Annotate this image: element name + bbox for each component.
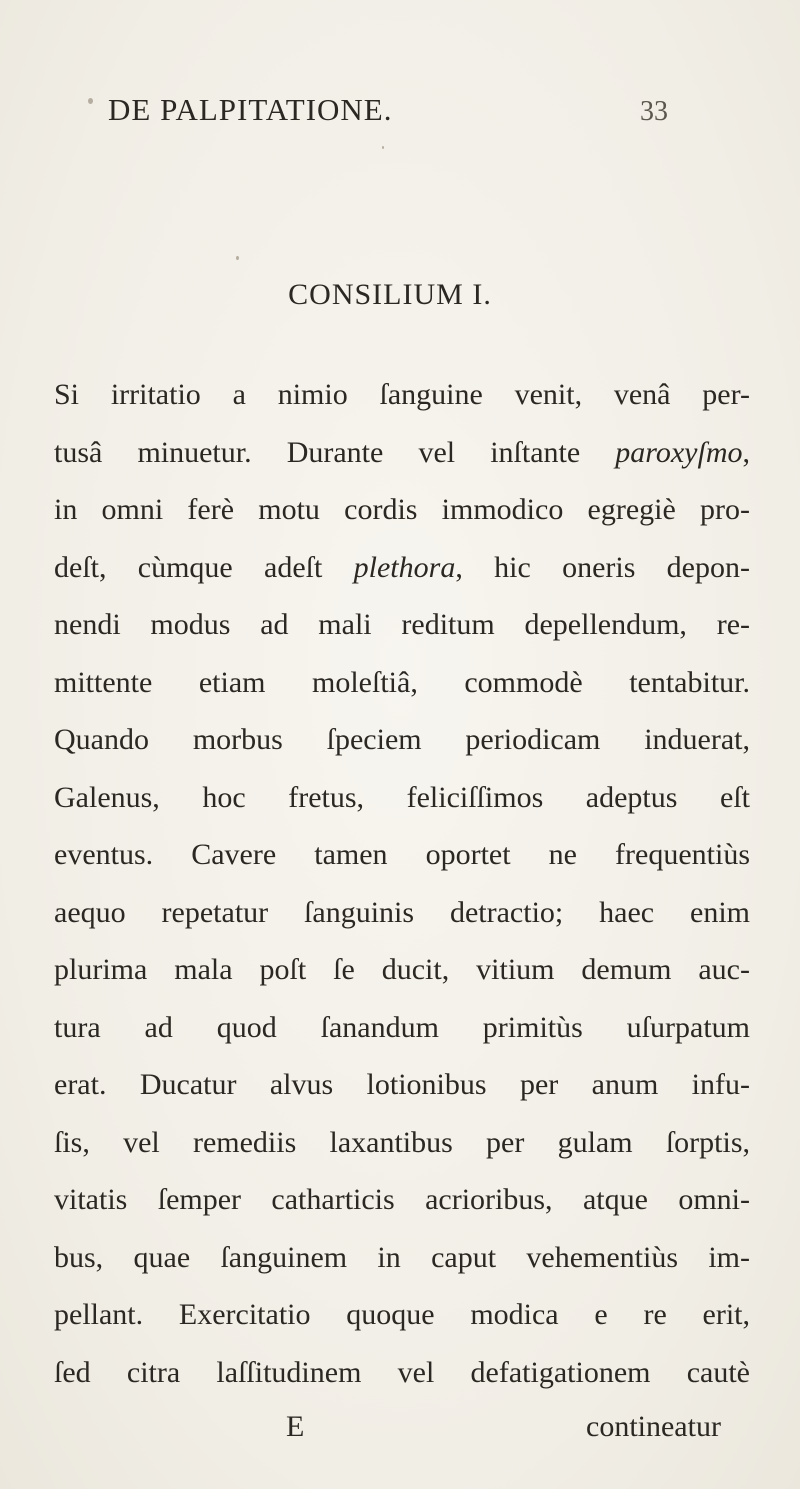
italic-segment: plethora xyxy=(353,550,456,584)
text-line xyxy=(54,826,750,884)
page-footer xyxy=(0,1410,800,1450)
text-segment: tura ad quod ſanandum primitùs uſurpatum xyxy=(54,1010,750,1044)
text-segment: Si irritatio a nimio ſanguine venit, venâ per- xyxy=(54,378,750,411)
text-line xyxy=(54,539,750,597)
section-heading-text: CONSILIUM I. xyxy=(288,278,492,311)
text-segment: nendi modus ad mali reditum depellendum, re- xyxy=(54,608,750,641)
italic-segment: paroxyſmo xyxy=(615,435,743,469)
page-number: 33 xyxy=(640,96,668,127)
paper-speck xyxy=(382,146,384,149)
text-line xyxy=(54,654,750,712)
text-segment: pellant. Exercitatio quoque modica e re erit, xyxy=(54,1298,750,1331)
text-line xyxy=(54,941,750,999)
text-segment: bus, quae ſanguinem in caput vehementiùs im- xyxy=(54,1240,750,1274)
text-segment: deſt, cùmque adeſt xyxy=(54,550,354,584)
text-line xyxy=(54,1229,750,1287)
signature-mark: E xyxy=(286,1410,305,1443)
text-segment: erat. Ducatur alvus lotionibus per anum infu- xyxy=(54,1068,750,1101)
text-line xyxy=(54,999,750,1057)
text-segment: tusâ minuetur. Durante vel inſtante xyxy=(54,435,616,469)
text-line xyxy=(54,1286,750,1344)
paper-speck xyxy=(88,98,93,104)
text-line xyxy=(54,711,750,769)
text-segment: , hic oneris depon- xyxy=(455,550,750,584)
text-segment: Quando morbus ſpeciem periodicam induerat, xyxy=(54,723,750,756)
text-line xyxy=(54,769,750,827)
text-line xyxy=(54,1114,750,1172)
text-segment: ſis, vel remediis laxantibus per gulam ſorptis, xyxy=(54,1125,750,1159)
text-segment: mittente etiam moleſtiâ, commodè tentabitur. xyxy=(54,665,750,699)
running-title: DE PALPITATIONE. xyxy=(108,92,393,127)
text-line xyxy=(54,1056,750,1114)
catchword: contineatur xyxy=(586,1410,721,1443)
text-line xyxy=(54,481,750,539)
running-head xyxy=(108,92,668,132)
body-text xyxy=(54,366,750,1401)
text-line xyxy=(54,424,750,482)
text-segment: aequo repetatur ſanguinis detractio; haec enim xyxy=(54,895,750,929)
text-line xyxy=(54,1344,750,1402)
text-segment: vitatis ſemper catharticis acrioribus, atque omni- xyxy=(54,1183,750,1216)
text-line xyxy=(54,366,750,424)
text-segment: Galenus, hoc fretus, feliciſſimos adeptus eſt xyxy=(54,780,750,814)
paper-speck xyxy=(236,256,239,260)
text-segment: eventus. Cavere tamen oportet ne frequentiùs xyxy=(54,838,750,871)
text-line xyxy=(54,1171,750,1229)
text-segment: , xyxy=(742,435,750,469)
text-line xyxy=(54,884,750,942)
section-heading xyxy=(0,278,800,312)
text-segment: in omni ferè motu cordis immodico egregiè pro- xyxy=(54,493,750,526)
text-segment: ſed citra laſſitudinem vel defatigationem cautè xyxy=(54,1355,750,1389)
text-segment: plurima mala poſt ſe ducit, vitium demum auc- xyxy=(54,953,750,986)
text-line xyxy=(54,596,750,654)
